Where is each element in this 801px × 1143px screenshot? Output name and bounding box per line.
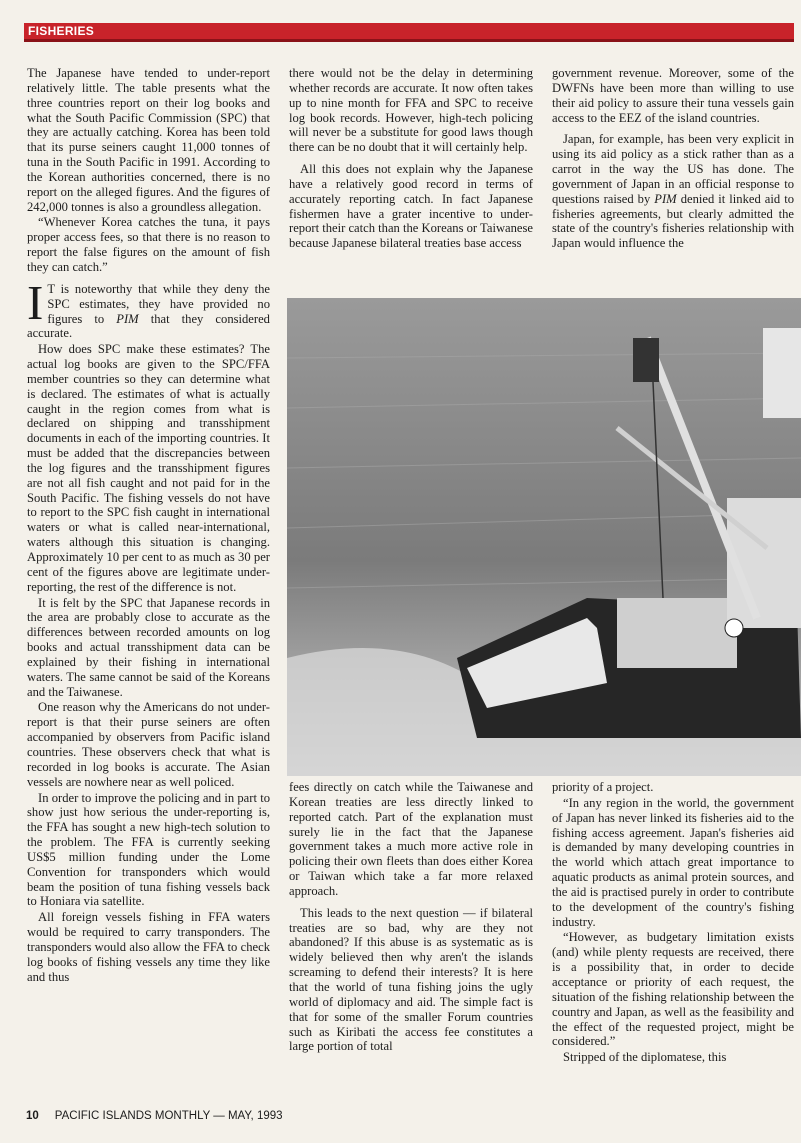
fishing-net-pile xyxy=(617,598,737,668)
publication-line: PACIFIC ISLANDS MONTHLY — MAY, 1993 xyxy=(54,1110,283,1122)
power-block xyxy=(633,338,659,382)
paragraph: government revenue. Moreover, some of the DWFNs have been more than willing to use their aid policy to assure their tuna vessels gain access to the EEZ of the island countries. xyxy=(552,66,794,125)
paragraph: One reason why the Americans do not under-report is that their purse seiners are often accompanied by observers from Pacific island countries. These observers check that what is recorded in log books is accurate. The Asian vessels are nowhere near as well policed. xyxy=(27,700,270,789)
paragraph: All foreign vessels fishing in FFA waters would be required to carry transponders. The transponders would also allow the FFA to check log books of fishing vessels any time they like and thus xyxy=(27,910,270,984)
paragraph: priority of a project. xyxy=(552,780,654,794)
paragraph: “However, as budgetary limitation exists (and) while plenty requests are received, there is a possibility that, in order to decide acceptance or priority of each request, the situation of the fishing relationship between the country and Japan, as well as the feasibility and the effect of the requested project, might be considered.” xyxy=(552,930,794,1049)
page-footer xyxy=(26,1110,283,1122)
paragraph: All this does not explain why the Japanese have a relatively good record in terms of accurately reporting catch. In fact Japanese fishermen have a grater incentive to under-report their catch than the Koreans or Taiwanese because Japanese bilateral treaties base access xyxy=(289,162,534,251)
paragraph: The Japanese have tended to under-report relatively little. The table presents what the three countries report on their log books and what the South Pacific Commission (SPC) that they are actually catching. Korea has been told that its purse seiners caught 11,000 tonnes of tuna in the South Pacific in 1991. According to the Korean authorities concerned, there is no report on the alleged figures. And the figures of 242,000 tonnes is also a groundless allegation. xyxy=(27,66,270,214)
mast xyxy=(763,328,801,418)
article-column-1 xyxy=(27,66,270,984)
photo-illustration xyxy=(287,298,801,776)
drop-cap: I xyxy=(27,274,44,330)
paragraph: This leads to the next question — if bilateral treaties are so bad, why are they not abandoned? If this abuse is as systematic as is widely believed then why aren't the islands screaming to defend their interests? It is here that the world of tuna fishing joins the ugly world of diplomacy and aid. The simple fact is that for some of the smaller Forum countries such as Kiribati the access fee constitutes a large portion of total xyxy=(289,905,533,1054)
paragraph: “In any region in the world, the government of Japan has never linked its fisheries aid to the fishing access agreement. Japan's fisheries aid is demanded by many developing countries in the world which attach great importance to aquatic products as animal protein sources, and the aid is practised purely in order to contribute to the development of the country's fishing industry. xyxy=(552,795,794,929)
paragraph: It is felt by the SPC that Japanese records in the area are probably close to accurate as the differences between recorded amounts on log books and actual transshipment data can be explained by their fishing in international waters. The same cannot be said of the Koreans and the Taiwanese. xyxy=(27,595,270,699)
life-ring xyxy=(725,619,743,637)
paragraph: “Whenever Korea catches the tuna, it pays proper access fees, so that there is no reason to report the false figures on the amount of fish they can catch.” xyxy=(27,215,270,274)
fishing-vessel-photo xyxy=(287,298,801,776)
article-column-3-continued xyxy=(552,780,794,1065)
section-banner xyxy=(24,23,794,42)
paragraph: Japan, for example, has been very explicit in using its aid policy as a stick rather than as a carrot in the way the US has done. The government of Japan in an official response to questions raised by PIM denied it linked aid to fisheries agreements, but clearly admitted the state of the country's fisheries relationship with Japan would influence the xyxy=(552,132,795,251)
dropcap-paragraph: I T is noteworthy that while they deny the SPC estimates, they have provided no figures to PIM that they considered accurate. xyxy=(27,274,270,341)
paragraph: How does SPC make these estimates? The actual log books are given to the SPC/FFA member countries so they can determine what is declared. The estimates of what is actually caught in the region comes from what is declared on shipping and transshipment documents in each of the importing countries. It must be added that the discrepancies between the log figures and the transshipment figures are not all fish caught and not paid for in the South Pacific. The fishing vessels do not have to report to the SPC fish caught in international waters or what is called near-international, waters although this situation is changing. Approximately 10 per cent to as much as 30 per cent of the figures above are legitimate under-reporting, the rest of the difference is not. xyxy=(27,342,270,594)
page-number: 10 xyxy=(26,1110,39,1122)
article-column-2-continued xyxy=(289,780,533,1054)
article-column-3 xyxy=(552,66,794,251)
paragraph: fees directly on catch while the Taiwanese and Korean treaties are less directly linked to reported catch. Part of the explanation must surely lie in the fact that the Japanese government takes a much more active role in policing their own fleets than does either Korea or Taiwan which take a far more relaxed approach. xyxy=(289,780,533,898)
paragraph: Stripped of the diplomatese, this xyxy=(563,1050,727,1065)
article-column-2 xyxy=(289,66,533,251)
paragraph: In order to improve the policing and in part to show just how serious the under-reporting is, the FFA has sought a new high-tech solution to the problem. The FFA is currently seeking US$5 million funding under the Lome Convention for transponders which would beam the position of tuna fishing vessels back to Honiara via satellite. xyxy=(27,790,270,909)
section-label: FISHERIES xyxy=(28,24,95,38)
paragraph: there would not be the delay in determining whether records are accurate. It now often takes up to nine month for FFA and SPC to receive log book records. However, high-tech policing will never be a substitute for good laws though there can be no doubt that it will certainly help. xyxy=(289,66,533,155)
